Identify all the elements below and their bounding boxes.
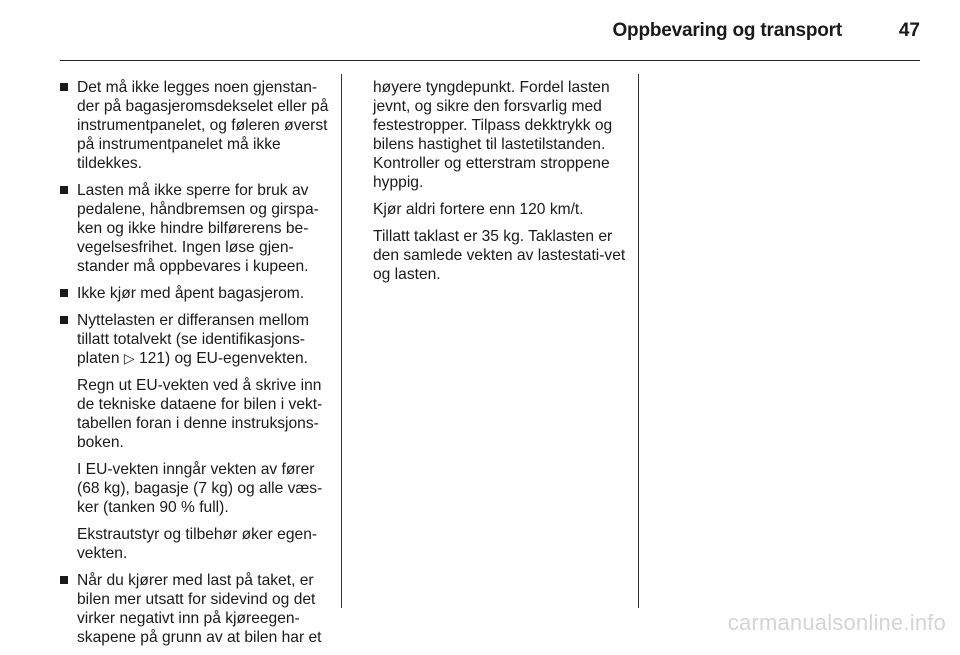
square-bullet-icon — [60, 316, 68, 324]
square-bullet-icon — [60, 83, 68, 91]
list-item-text: 121) og EU-egenvekten. — [138, 350, 309, 367]
watermark-text: carmanualsonline.info — [727, 610, 946, 635]
sub-paragraph: I EU-vekten inngår vekten av fører (68 kg), bagasje (7 kg) og alle væs-ker (tanken 90 % full). — [77, 461, 323, 516]
square-bullet-icon — [60, 289, 68, 297]
square-bullet-icon — [60, 186, 68, 194]
list-item-text: Det må ikke legges noen gjenstan-der på bagasjeromsdekselet eller på instrumentpanelet, og føleren øverst på instrumentpanelet må ikke tildekkes. — [77, 79, 329, 172]
paragraph: høyere tyngdepunkt. Fordel lasten jevnt, og sikre den forsvarlig med festestropper. Tilpass dekktrykk og bilens hastighet til lastetilstanden. Kontroller og etterstram stroppene hyppig. — [373, 79, 613, 191]
header-title: Oppbevaring og transport — [612, 20, 842, 41]
page-reference-arrow-icon[interactable]: ▷ — [123, 350, 135, 366]
page-number: 47 — [898, 20, 920, 41]
sub-paragraph: Regn ut EU-vekten ved å skrive inn de tekniske dataene for bilen i vekt-tabellen foran i denne instruksjons-boken. — [77, 377, 323, 451]
sub-paragraph: Ekstrautstyr og tilbehør øker egen-vekten. — [77, 526, 318, 562]
left-column — [60, 78, 330, 655]
column-divider — [341, 74, 342, 608]
middle-column — [373, 78, 628, 292]
list-item-text: Lasten må ikke sperre for bruk av pedalene, håndbremsen og girspa-ken og ikke hindre bilførerens be-vegelsesfrihet. Ingen løse gjen-stander må oppbevares i kupeen. — [77, 182, 319, 275]
list-item — [60, 181, 330, 276]
square-bullet-icon — [60, 576, 68, 584]
header-rule — [60, 60, 920, 61]
bullet-list — [60, 78, 330, 647]
paragraph: Kjør aldri fortere enn 120 km/t. — [373, 201, 584, 218]
list-item-text: Nyttelasten er differansen mellom tillatt totalvekt (se identifikasjons-platen — [77, 312, 309, 367]
list-item — [60, 571, 330, 647]
list-item-text: Når du kjører med last på taket, er bilen mer utsatt for sidevind og det virker negativt inn på kjøreegen-skapene på grunn av at bilen har et — [77, 572, 322, 646]
list-item-text: Ikke kjør med åpent bagasjerom. — [77, 285, 305, 302]
column-divider — [638, 74, 639, 608]
page-header — [60, 0, 920, 60]
list-item — [60, 78, 330, 173]
list-item — [60, 311, 330, 563]
list-item — [60, 284, 330, 303]
paragraph: Tillatt taklast er 35 kg. Taklasten er den samlede vekten av lastestati-vet og lasten. — [373, 228, 626, 283]
